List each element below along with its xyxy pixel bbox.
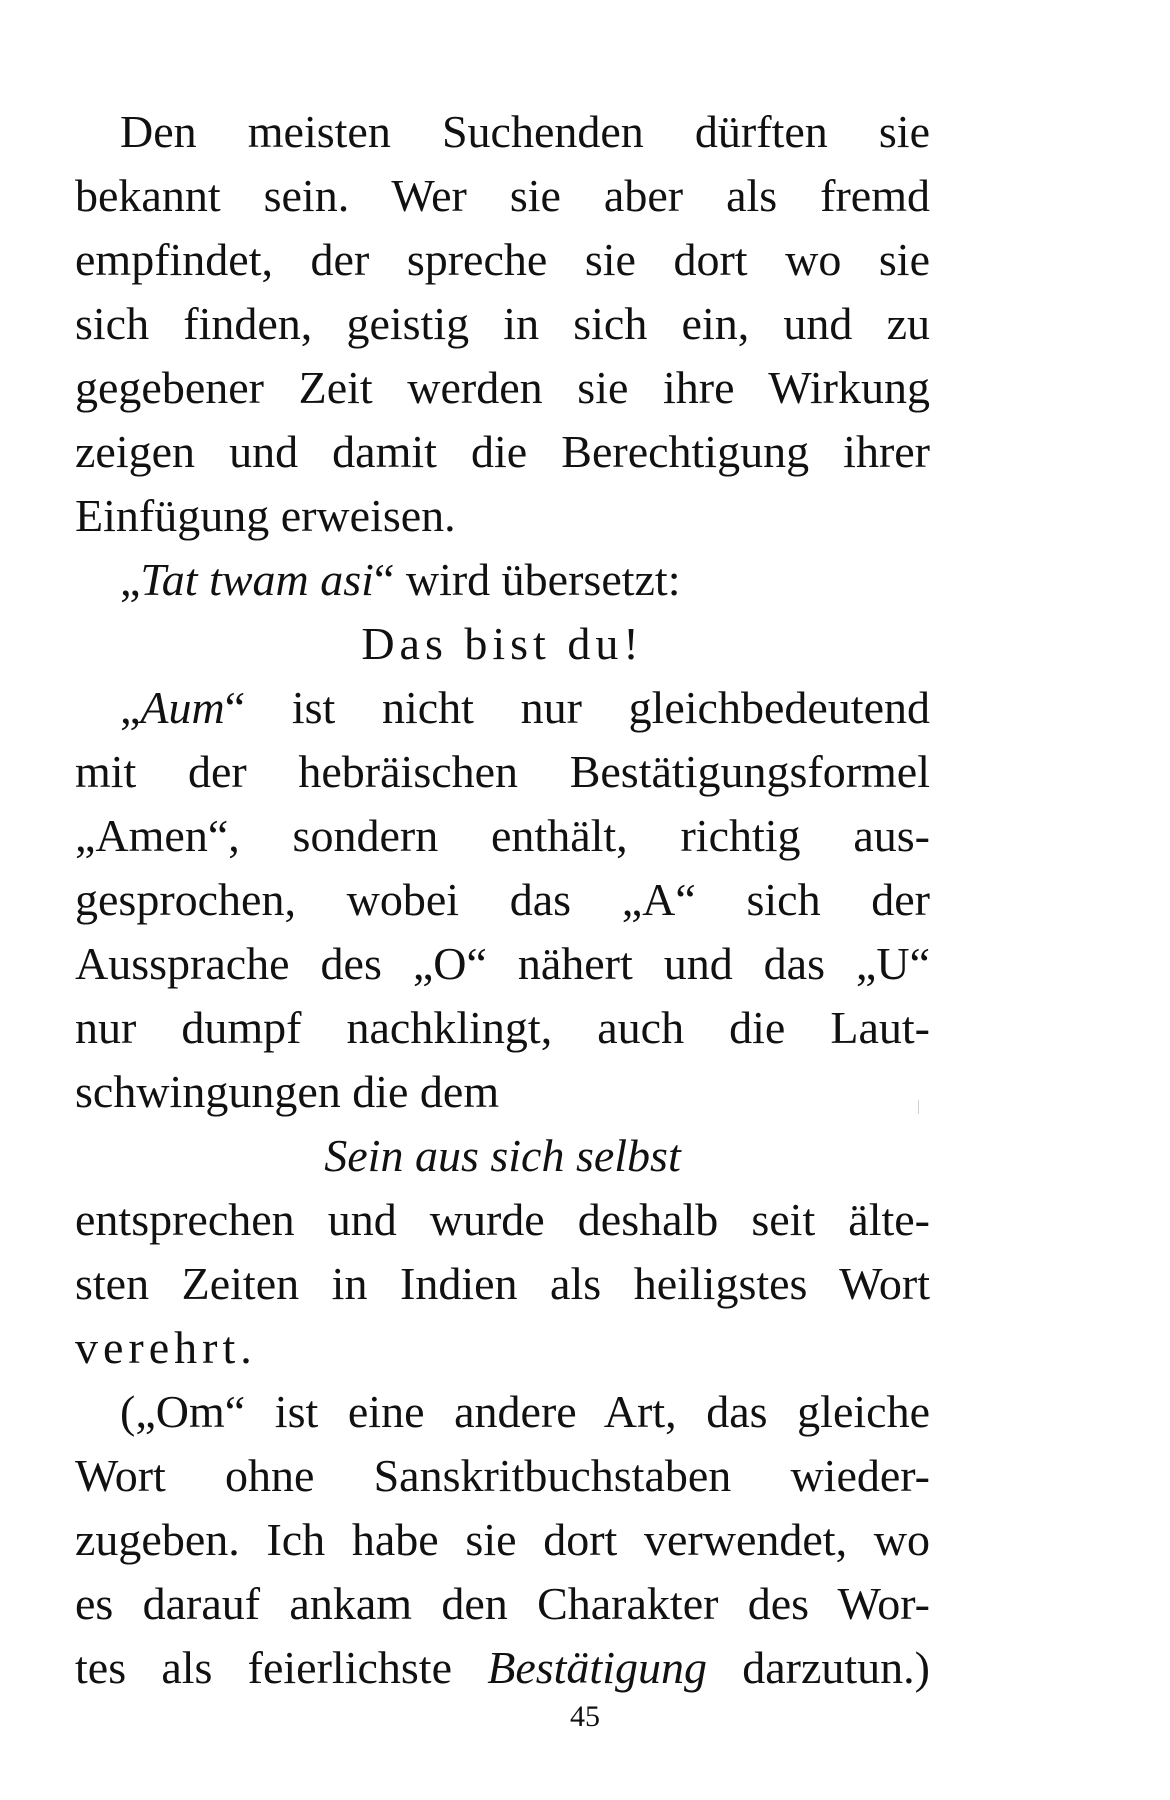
bestaetigung-word: Bestätigung (487, 1642, 707, 1693)
text-line: schwingungen die dem (75, 1066, 500, 1117)
text-line: bekannt sein. Wer sie aber als fremd (75, 170, 930, 221)
sein-aus-sich-selbst: Sein aus sich selbst (324, 1130, 681, 1181)
translation-line: Das bist du! (361, 618, 644, 669)
page-body (75, 100, 930, 1700)
text-line: Wort ohne Sanskritbuchstaben wieder- (75, 1450, 930, 1501)
tat-twam-asi-phrase: Tat twam asi (140, 554, 374, 605)
text-line: Aussprache des „O“ nähert und das „U“ (75, 938, 930, 989)
text-line: mit der hebräischen Bestätigungsformel (75, 746, 930, 797)
text-line: gegebener Zeit werden sie ihre Wirkung (75, 362, 930, 413)
text-line: zeigen und damit die Berechtigung ihrer (75, 426, 930, 477)
page-number: 45 (570, 1700, 600, 1733)
text-line: zugeben. Ich habe sie dort verwendet, wo (75, 1514, 930, 1565)
open-quote: „ (120, 682, 141, 733)
text-line: („Om“ ist eine andere Art, das gleiche (120, 1386, 930, 1437)
text-line: empfindet, der spreche sie dort wo sie (75, 234, 930, 285)
close-quote: “ (373, 554, 395, 605)
om-last-prefix: tes als feierlichste (75, 1642, 488, 1693)
text-line: gesprochen, wobei das „A“ sich der (75, 874, 930, 925)
tat-rest: wird übersetzt: (394, 554, 681, 605)
text-line: sten Zeiten in Indien als heiligstes Wort (75, 1258, 930, 1309)
text-line: sich finden, geistig in sich ein, und zu (75, 298, 930, 349)
open-quote: „ (120, 554, 141, 605)
margin-mark (918, 1100, 919, 1114)
om-last-suffix: darzutun.) (707, 1642, 930, 1693)
close-quote: “ (224, 682, 246, 733)
text-line: entsprechen und wurde deshalb seit älte- (75, 1194, 930, 1245)
aum-line (75, 676, 930, 740)
text-line: es darauf ankam den Charakter des Wor- (75, 1578, 930, 1629)
tat-twam-asi-line (75, 548, 930, 612)
aum-word: Aum (140, 682, 225, 733)
text-line: Den meisten Suchenden dürften sie (120, 106, 930, 157)
text-line: „Amen“, sondern enthält, richtig aus- (75, 810, 930, 861)
text-line: Einfügung erweisen. (75, 490, 456, 541)
aum-rest: ist nicht nur gleichbedeutend (245, 682, 930, 733)
om-last-line (75, 1636, 930, 1700)
text-line: nur dumpf nachklingt, auch die Laut- (75, 1002, 930, 1053)
text-line: verehrt. (75, 1322, 257, 1373)
